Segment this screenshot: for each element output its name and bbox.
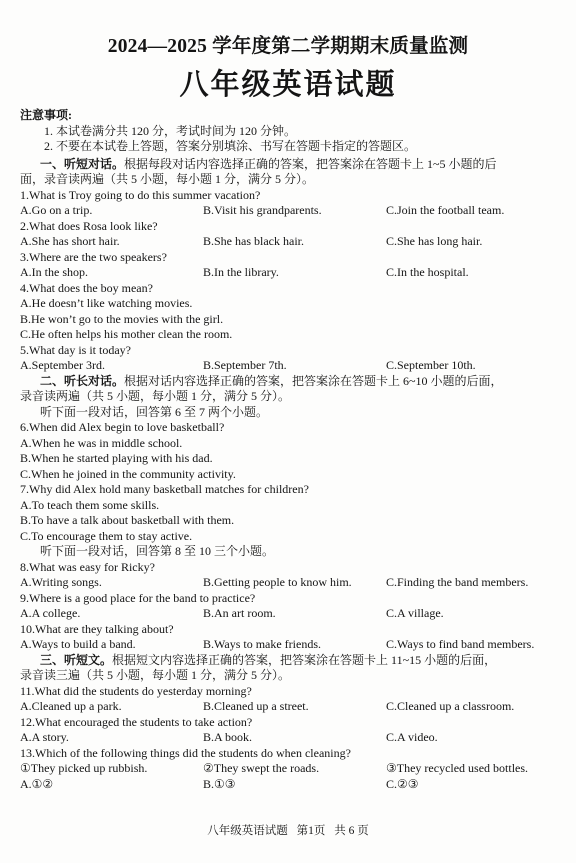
section2-sub-instruction: 听下面一段对话，回答第 6 至 7 两个小题。 [40,404,269,419]
option-b: B.When he started playing with his dad. [20,451,213,465]
exam-body [20,108,560,792]
option-a: A.To teach them some skills. [20,497,160,512]
option-b: B.To have a talk about basketball with them. [20,513,235,527]
statement-2: ②They swept the roads. [203,761,320,775]
question-1: 1.What is Troy going to do this summer vacation? [20,187,261,202]
option-b: B.Visit his grandparents. [203,203,322,217]
option-a: A.A college. [20,606,81,620]
option-c: C.To encourage them to stay active. [20,528,193,543]
options-row [20,203,560,219]
option-a: A.Ways to build a band. [20,637,136,651]
option-b: B.In the library. [203,265,279,279]
option-c: C.A village. [386,606,444,620]
option-b: B.A book. [203,730,253,744]
footer-subject: 八年级英语试题 [207,825,288,837]
option-a: A.When he was in middle school. [20,435,183,450]
footer-page-number: 第1页 [296,825,326,837]
section1-instruction-cont: 面，录音读两遍（共 5 小题，每小题 1 分，满分 5 分）。 [20,172,315,186]
option-c: C.She has long hair. [386,234,483,248]
exam-title: 2024—2025 学年度第二学期期末质量监测 [107,36,469,57]
statement-1: ①They picked up rubbish. [20,761,148,775]
note-item: 1. 本试卷满分共 120 分，考试时间为 120 分钟。 [44,123,297,138]
section3-title: 三、听短文。 [40,652,113,667]
option-b: B.Ways to make friends. [203,637,322,651]
options-row [20,777,560,793]
section2-title: 二、听长对话。 [40,373,125,388]
question-3: 3.Where are the two speakers? [20,249,167,264]
options-row [20,637,560,653]
notes-heading: 注意事项: [20,108,72,122]
option-b: B.Getting people to know him. [203,575,352,589]
question-6: 6.When did Alex begin to love basketball? [20,420,225,434]
section2-sub-instruction: 听下面一段对话，回答第 8 至 10 三个小题。 [40,544,275,558]
question-8: 8.What was easy for Ricky? [20,559,155,574]
options-row [20,699,560,715]
option-b: B.①③ [203,776,236,791]
option-a: A.In the shop. [20,265,88,279]
option-c: C.Ways to find band members. [386,637,535,651]
option-a: A.Writing songs. [20,575,102,589]
options-row [20,606,560,622]
option-a: A.Cleaned up a park. [20,699,122,713]
option-b: B.An art room. [203,606,276,620]
option-a: A.①② [20,776,54,791]
options-row [20,730,560,746]
options-row [20,575,560,591]
option-b: B.He won’t go to the movies with the girl. [20,311,224,326]
option-c: C.②③ [386,776,419,791]
statements-row [20,761,560,777]
statement-3: ③They recycled used bottles. [386,761,529,775]
option-a: A.A story. [20,730,69,744]
footer-total-pages: 共 6 页 [334,825,369,837]
question-7: 7.Why did Alex hold many basketball matches for children? [20,482,309,496]
options-row [20,358,560,374]
page-footer [0,822,576,838]
section2-instruction-cont: 录音读两遍（共 5 小题，每小题 1 分，满分 5 分）。 [20,389,291,403]
option-c: C.September 10th. [386,358,476,372]
question-11: 11.What did the students do yesterday morning? [20,683,252,698]
section1-instruction: 一、听短对话。根据每段对话内容选择正确的答案，把答案涂在答题卡上 1~5 小题的后 [40,156,497,171]
section2-instruction: 二、听长对话。根据对话内容选择正确的答案，把答案涂在答题卡上 6~10 小题的后面， [40,373,503,388]
option-c: C.Cleaned up a classroom. [386,699,515,713]
question-5: 5.What day is it today? [20,342,131,357]
question-4: 4.What does the boy mean? [20,280,153,295]
section3-instruction: 三、听短文。根据短文内容选择正确的答案，把答案涂在答题卡上 11~15 小题的后面， [40,652,497,667]
question-9: 9.Where is a good place for the band to practice? [20,590,256,605]
question-2: 2.What does Rosa look like? [20,218,158,233]
note-item: 2. 不要在本试卷上答题，答案分别填涂、书写在答题卡指定的答题区。 [44,139,417,153]
subject-title: 八年级英语试题 [179,69,397,101]
question-10: 10.What are they talking about? [20,621,174,636]
option-c: C.In the hospital. [386,265,469,279]
option-a: A.She has short hair. [20,234,120,248]
options-row [20,234,560,250]
option-c: C.Join the football team. [386,203,505,217]
option-b: B.September 7th. [203,358,287,372]
option-c: C.When he joined in the community activity. [20,466,236,481]
section1-title: 一、听短对话。 [40,156,125,171]
option-c: C.A video. [386,730,438,744]
option-a: A.He doesn’t like watching movies. [20,296,193,310]
question-13: 13.Which of the following things did the students do when cleaning? [20,745,351,760]
option-c: C.Finding the band members. [386,575,529,589]
option-b: B.Cleaned up a street. [203,699,309,713]
option-c: C.He often helps his mother clean the room. [20,327,233,341]
section3-instruction-cont: 录音读三遍（共 5 小题，每小题 1 分，满分 5 分）。 [20,668,291,682]
option-a: A.Go on a trip. [20,203,93,217]
option-a: A.September 3rd. [20,358,105,372]
options-row [20,265,560,281]
option-b: B.She has black hair. [203,234,304,248]
question-12: 12.What encouraged the students to take action? [20,714,253,729]
